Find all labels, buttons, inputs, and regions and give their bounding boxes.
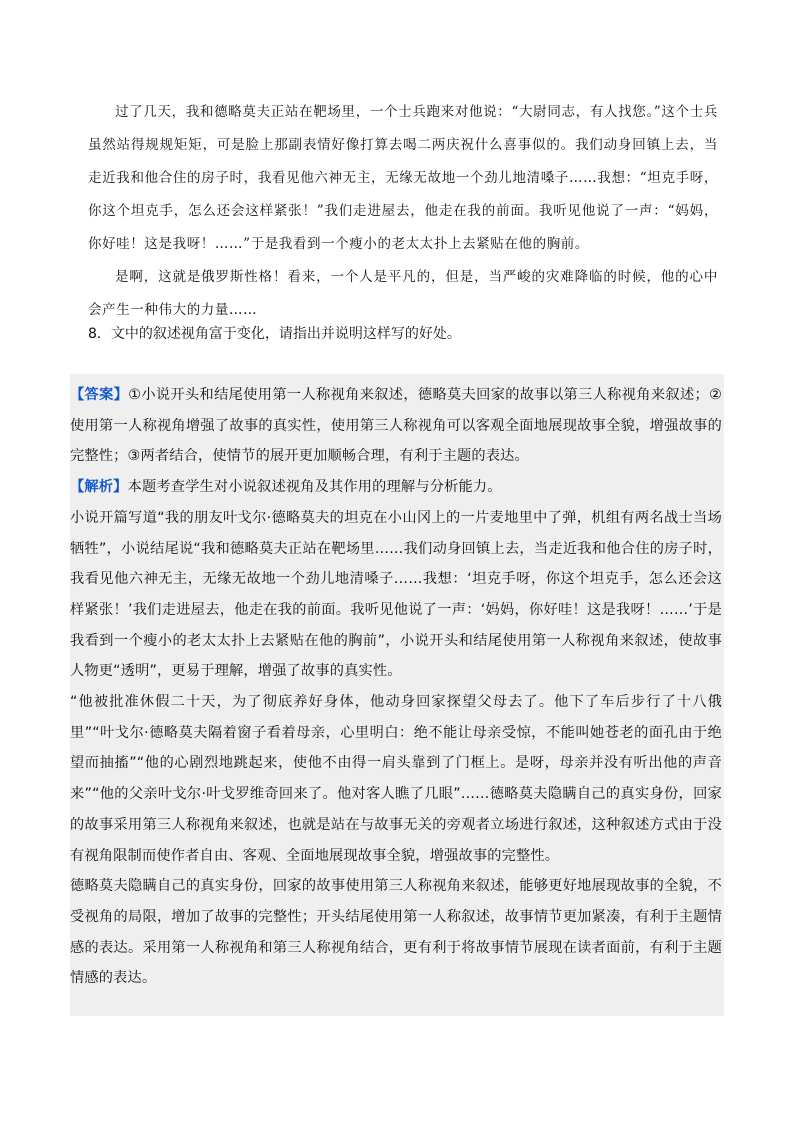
analysis-tag: 【解析】 [70, 479, 128, 496]
answer-paragraph [70, 380, 722, 472]
analysis-paragraph: 小说开篇写道“我的朋友叶戈尔·德略莫夫的坦克在小山冈上的一片麦地里中了弹，机组有两名战士当场牺牲”，小说结尾说“我和德略莫夫正站在靶场里……我们动身回镇上去，当走近我和他合住的房子时，我看见他六神无主，无缘无故地一个劲儿地清嗓子……我想：‘坦克手呀，你这个坦克手，怎么还会这样紧张！’我们走进屋去，他走在我的前面。我听见他说了一声：‘妈妈，你好哇！这是我呀！……’于是我看到一个瘦小的老太太扑上去紧贴在他的胸前”，小说开头和结尾使用第一人称视角来叙述，使故事人物更“透明”，更易于理解，增强了故事的真实性。 [70, 509, 722, 680]
answer-section [70, 380, 722, 994]
passage-paragraph: 是啊，这就是俄罗斯性格！看来，一个人是平凡的，但是，当严峻的灾难降临的时候，他的心中会产生一种伟大的力量…… [88, 269, 718, 318]
answer-text: ①小说开头和结尾使用第一人称视角来叙述，德略莫夫回家的故事以第三人称视角来叙述；②使用第一人称视角增强了故事的真实性，使用第三人称视角可以客观全面地展现故事全貌，增强故事的完整性；③两者结合，使情节的展开更加顺畅合理，有利于主题的表达。 [70, 387, 722, 465]
passage-paragraph: 过了几天，我和德略莫夫正站在靶场里，一个士兵跑来对他说：“大尉同志，有人找您。”这个士兵虽然站得规规矩矩，可是脸上那副表情好像打算去喝二两庆祝什么喜事似的。我们动身回镇上去，当走近我和他合住的房子时，我看见他六神无主，无缘无故地一个劲儿地清嗓子……我想：“坦克手呀，你这个坦克手，怎么还会这样紧张！”我们走进屋去，他走在我的前面。我听见他说了一声：“妈妈，你好哇！这是我呀！……”于是我看到一个瘦小的老太太扑上去紧贴在他的胸前。 [88, 104, 718, 252]
answer-tag: 【答案】 [70, 387, 129, 403]
analysis-intro-paragraph [70, 472, 722, 503]
analysis-intro: 本题考查学生对小说叙述视角及其作用的理解与分析能力。 [127, 479, 502, 496]
analysis-paragraph: 德略莫夫隐瞒自己的真实身份，回家的故事使用第三人称视角来叙述，能够更好地展现故事的全貌，不受视角的局限，增加了故事的完整性；开头结尾使用第一人称叙述，故事情节更加紧凑，有利于主题情感的表达。采用第一人称视角和第三人称视角结合，更有利于将故事情节展现在读者面前，有利于主题情感的表达。 [70, 878, 722, 987]
reading-passage [88, 96, 718, 327]
analysis-paragraph: “他被批准休假二十天，为了彻底养好身体，他动身回家探望父母去了。他下了车后步行了十八俄里”“叶戈尔·德略莫夫隔着窗子看着母亲，心里明白：绝不能让母亲受惊，不能叫她苍老的面孔由于绝望而抽搐”“他的心剧烈地跳起来，使他不由得一肩头靠到了门框上。是呀，母亲并没有听出他的声音来”“他的父亲叶戈尔·叶戈罗维奇回来了。他对客人瞧了几眼”……德略莫夫隐瞒自己的真实身份，回家的故事采用第三人称视角来叙述，也就是站在与故事无关的旁观者立场进行叙述，这种叙述方式由于没有视角限制而使作者自由、客观、全面地展现故事全貌，增强故事的完整性。 [70, 694, 722, 864]
question-8: 8．文中的叙述视角富于变化，请指出并说明这样写的好处。 [88, 326, 461, 342]
